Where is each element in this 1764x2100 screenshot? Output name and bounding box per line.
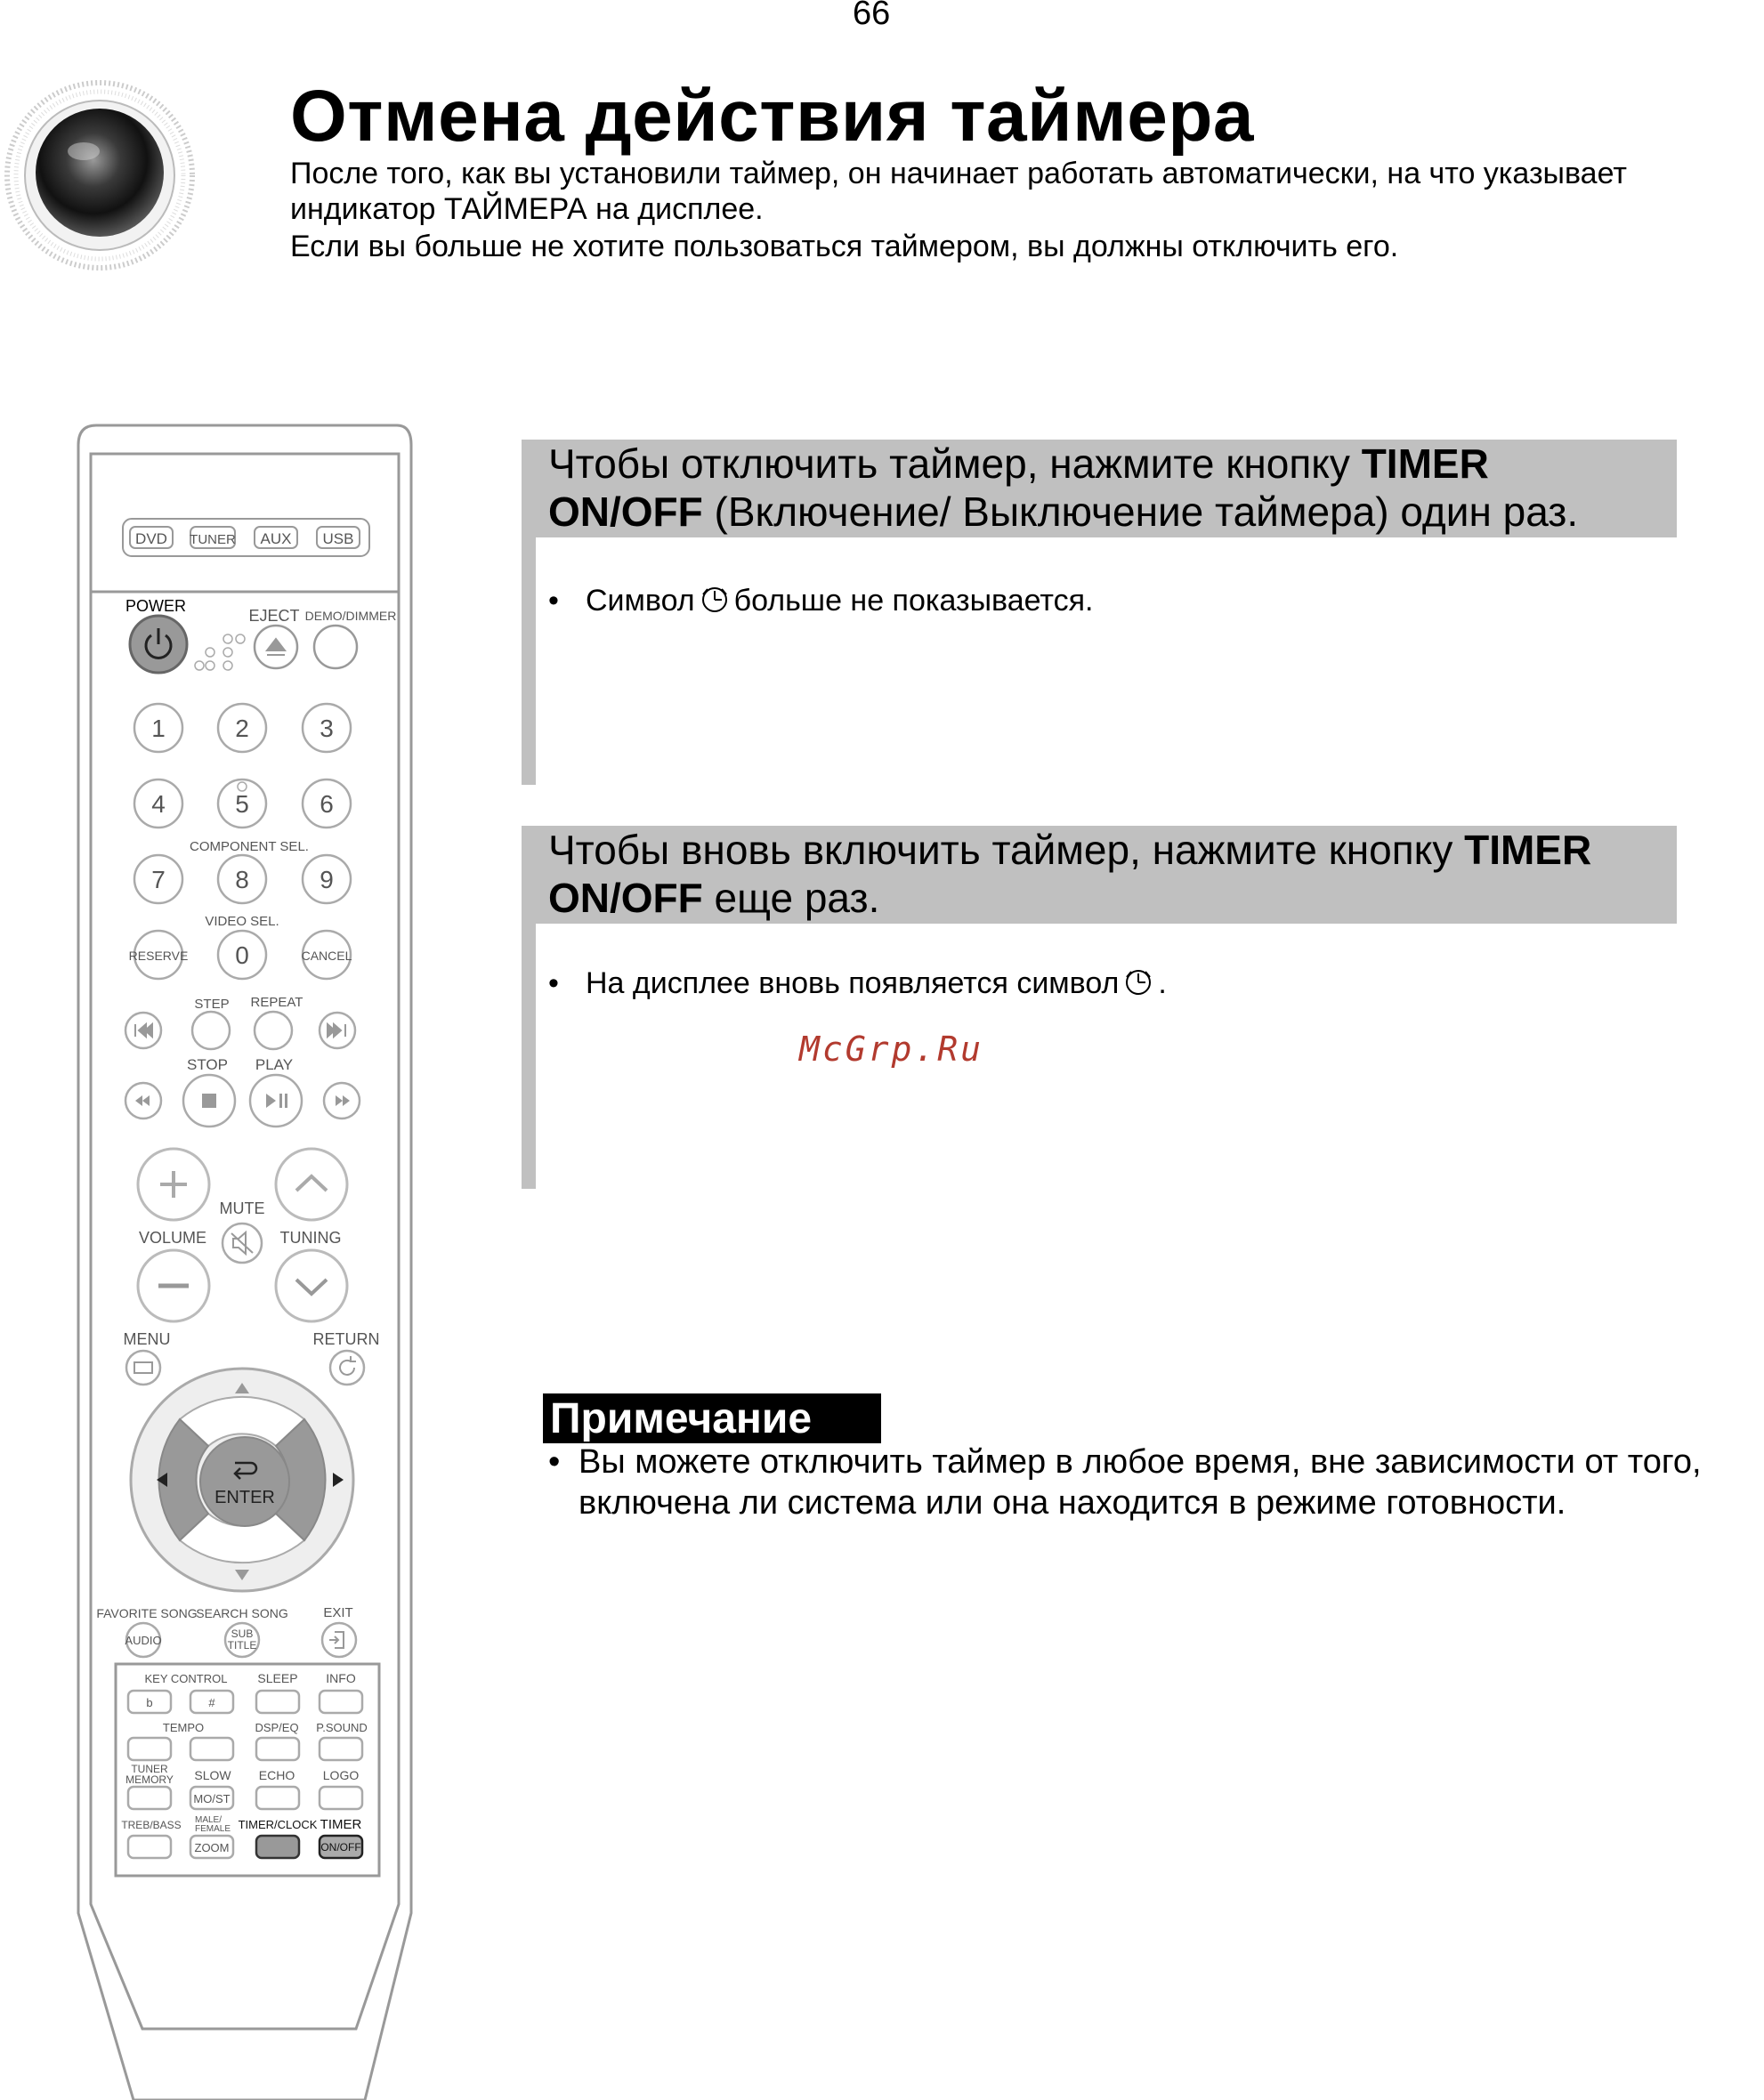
step1-line-2 [548, 488, 1677, 536]
key-flat-label: b [146, 1696, 153, 1709]
volume-label: VOLUME [138, 1229, 207, 1247]
logo-button[interactable] [320, 1787, 362, 1809]
echo-button[interactable] [256, 1787, 299, 1809]
menu-button[interactable] [126, 1351, 160, 1385]
exit-label: EXIT [323, 1605, 353, 1620]
eject-label: EJECT [248, 607, 300, 625]
info-button[interactable] [320, 1691, 362, 1713]
intro-line-3: Если вы больше не хотите пользоваться таймером, вы должны отключить его. [290, 230, 1399, 263]
step1-button-name-2: ON/OFF [548, 489, 703, 535]
male-female-label-2: FEMALE [194, 1824, 231, 1834]
note-title: Примечание [543, 1393, 881, 1443]
step2-button-name: TIMER [1464, 827, 1592, 873]
step2-text-2: еще раз. [702, 875, 880, 921]
sleep-label: SLEEP [257, 1671, 298, 1685]
return-button[interactable] [330, 1351, 364, 1385]
enter-label: ENTER [214, 1488, 275, 1507]
tuning-up-button[interactable] [276, 1149, 347, 1220]
key-control-label: KEY CONTROL [144, 1672, 228, 1685]
clock-icon [700, 586, 729, 614]
digit-8-label: 8 [235, 866, 249, 893]
source-aux-label: AUX [260, 530, 292, 547]
timer-clock-button[interactable] [256, 1836, 299, 1858]
demo-dimmer-label: DEMO/DIMMER [304, 609, 397, 623]
digit-0-label: 0 [235, 941, 249, 969]
search-song-label: SEARCH SONG [196, 1606, 288, 1620]
step1-button-name: TIMER [1361, 440, 1489, 487]
echo-label: ECHO [258, 1768, 295, 1782]
digit-1-label: 1 [151, 715, 166, 742]
tempo-down-button[interactable] [128, 1738, 171, 1760]
tuning-label: TUNING [279, 1229, 342, 1247]
step1-text: Чтобы отключить таймер, нажмите кнопку [548, 440, 1362, 487]
note-line-1: • Вы можете отключить таймер в любое время, вне зависимости от того, [548, 1443, 1702, 1481]
treb-bass-button[interactable] [128, 1836, 171, 1858]
cancel-label: CANCEL [301, 949, 352, 963]
digit-4-label: 4 [151, 790, 166, 818]
tuning-down-button[interactable] [276, 1250, 347, 1321]
video-sel-label: VIDEO SEL. [205, 914, 279, 929]
component-sel-label: COMPONENT SEL. [190, 839, 309, 854]
tempo-up-button[interactable] [190, 1738, 233, 1760]
digit-3-label: 3 [320, 715, 334, 742]
repeat-label: REPEAT [250, 995, 303, 1010]
dsp-eq-button[interactable] [256, 1738, 299, 1760]
step-label: STEP [194, 997, 230, 1012]
clock-icon [1124, 968, 1153, 997]
step1-text-2: (Включение/ Выключение таймера) один раз. [702, 489, 1579, 535]
page-title: Отмена действия таймера [290, 76, 1255, 157]
digit-6-label: 6 [320, 790, 334, 818]
step2-bullet-text-2: . [1158, 966, 1167, 1000]
menu-label: MENU [123, 1330, 171, 1348]
timer-clock-label: TIMER/CLOCK [238, 1818, 318, 1831]
step2-header [522, 826, 1677, 924]
enter-button[interactable] [200, 1437, 289, 1526]
treb-bass-label: TREB/BASS [121, 1819, 182, 1831]
tempo-label: TEMPO [162, 1721, 205, 1734]
sub-label: SUB [231, 1628, 254, 1640]
note-text-2: включена ли система или она находится в режиме готовности. [579, 1484, 1566, 1522]
logo-label: LOGO [322, 1768, 360, 1782]
step1-bullet-text-2: больше не показывается. [733, 584, 1094, 618]
slow-label: SLOW [194, 1768, 231, 1782]
mo-st-label: MO/ST [193, 1792, 231, 1805]
digit-7-label: 7 [151, 866, 166, 893]
dsp-eq-label: DSP/EQ [255, 1721, 299, 1734]
stop-icon [202, 1094, 216, 1108]
step2-bullet-text: На дисплее вновь появляется символ [586, 966, 1120, 1000]
mute-label: MUTE [219, 1199, 265, 1217]
sleep-button[interactable] [256, 1691, 299, 1713]
remote-control [71, 424, 427, 2100]
favorite-song-label: FAVORITE SONG [96, 1606, 198, 1620]
p-sound-label: P.SOUND [316, 1721, 368, 1734]
step1-line-1 [548, 440, 1677, 488]
male-female-label-1: MALE/ [194, 1815, 223, 1825]
speaker-icon [2, 73, 196, 278]
step2-button-name-2: ON/OFF [548, 875, 703, 921]
power-label: POWER [125, 597, 187, 615]
intro-line-2: индикатор ТАЙМЕРА на дисплее. [290, 192, 764, 226]
return-label: RETURN [312, 1330, 380, 1348]
step1-bullet-text: Символ [586, 584, 695, 618]
on-off-label: ON/OFF [320, 1841, 361, 1854]
note-text-1: Вы можете отключить таймер в любое время, вне зависимости от того, [579, 1443, 1702, 1481]
tuner-memory-label-1: TUNER [131, 1763, 168, 1775]
info-label: INFO [326, 1671, 356, 1685]
audio-label: AUDIO [125, 1634, 162, 1647]
tuner-memory-button[interactable] [128, 1787, 171, 1809]
digit-2-label: 2 [235, 715, 249, 742]
demo-dimmer-button[interactable] [314, 626, 357, 668]
watermark: McGrp.Ru [799, 1030, 984, 1069]
source-usb-label: USB [322, 530, 354, 547]
step1-bullet: • Символ больше не показывается. [548, 584, 1094, 618]
step2-text: Чтобы вновь включить таймер, нажмите кнопку [548, 827, 1465, 873]
key-sharp-label: # [208, 1696, 215, 1709]
reserve-label: RESERVE [128, 949, 189, 963]
digit-9-label: 9 [320, 866, 334, 893]
p-sound-button[interactable] [320, 1738, 362, 1760]
tuner-memory-label-2: MEMORY [125, 1773, 174, 1786]
play-label: PLAY [255, 1056, 294, 1073]
digit-5-label: 5 [235, 790, 249, 818]
source-tuner-label: TUNER [190, 532, 236, 547]
step1-header [522, 440, 1677, 537]
step2-line-2 [548, 874, 1677, 922]
stop-label: STOP [187, 1056, 228, 1073]
intro-line-1: После того, как вы установили таймер, он начинает работать автоматически, на что указывает [290, 157, 1627, 190]
repeat-button[interactable] [255, 1012, 292, 1049]
zoom-label: ZOOM [194, 1841, 230, 1854]
title-label: TITLE [227, 1639, 257, 1652]
timer-label: TIMER [320, 1817, 362, 1832]
step2-line-1 [548, 826, 1677, 874]
source-dvd-label: DVD [135, 530, 167, 547]
step2-bullet: • На дисплее вновь появляется символ . [548, 966, 1167, 1000]
step-button[interactable] [192, 1012, 230, 1049]
page-number: 66 [853, 0, 891, 32]
